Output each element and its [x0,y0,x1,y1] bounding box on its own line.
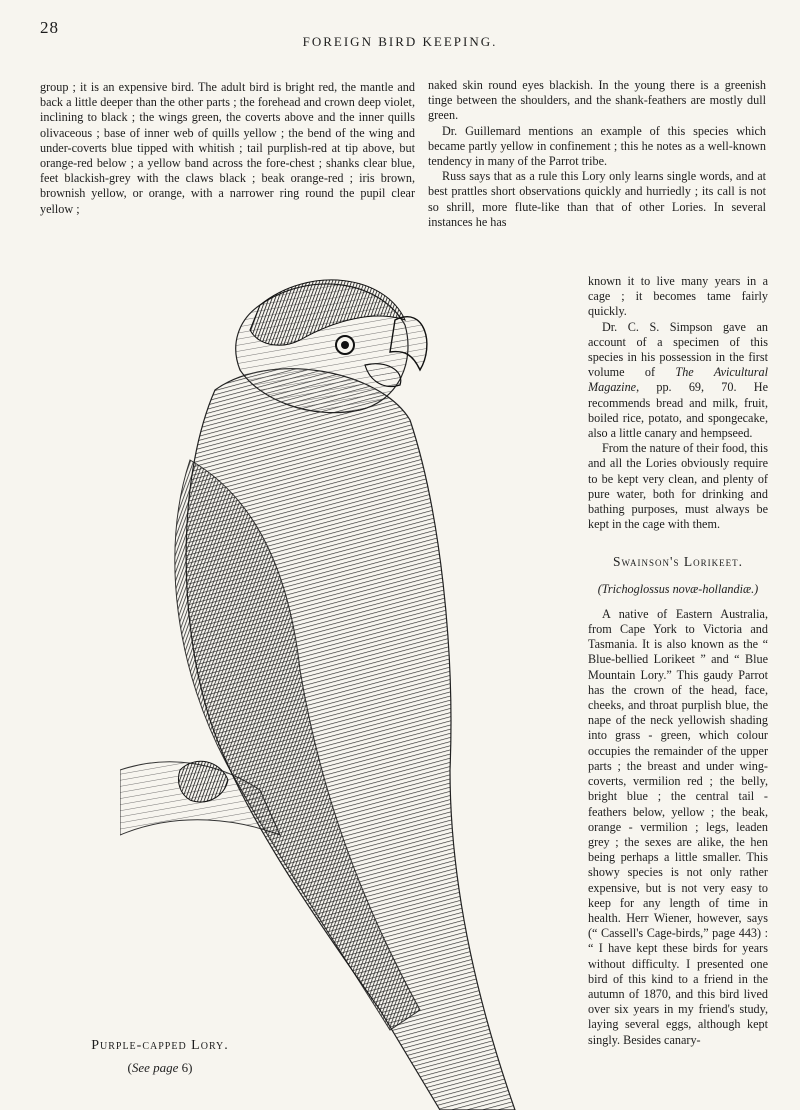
parrot-illustration [120,250,590,1110]
right-paragraph-5: From the nature of their food, this and all the Lories obviously require to be kept very clean, and plenty of pure water, both for drinking and bathing purposes, must always be kept in the cage with them. [588,441,768,532]
running-title: FOREIGN BIRD KEEPING. [302,34,498,49]
caption-page-number: 6 [181,1060,189,1075]
right-paragraph-3-continued: known it to live many years in a cage ; it becomes tame fairly quickly. [588,274,768,319]
p4-text-b: , pp. 69, 70. He recommends bread and milk, fruit, boiled rice, potato, and spongecake, also a little canary and hempseed. [588,380,768,441]
right-paragraph-1: naked skin round eyes blackish. In the young there is a greenish tinge between the shoulders, and the shank-feathers are mostly dull green. [428,78,766,123]
right-paragraph-6: A native of Eastern Australia, from Cape York to Victoria and Tasmania. It is also known as the “ Blue-bellied Lorikeet ” and “ Blue Mountain Lory.” This gaudy Parrot has the crown of the head, face, cheeks, and throat purplish blue, the nape of the neck yellowish shading into grass - green, which colour occupies the remainder of the upper parts ; the breast and under wing-coverts, vermilion red ; the belly, bright blue ; the central tail - feathers below, yellow ; the beak, orange - vermilion ; legs, leaden grey ; the sexes are alike, the hen being perhaps a little smaller. This showy species is not only rather expensive, but is not very easy to keep for any length of time in health. Herr Wiener, however, says (“ Cassell's Cage-birds,” page 443) : “ I have kept these birds for years without difficulty. I presented one bird of this kind to a friend in the autumn of 1870, and this bird lived over six years in my friend's study, laying several eggs, although kept singly. Besides canary- [588,606,768,1047]
right-paragraph-4 [588,320,768,442]
section-heading: Swainson's Lorikeet. [613,554,743,570]
magazine-title: The Avicultural Magazine [588,365,768,395]
p4-text-a: Dr. C. S. Simpson gave an account of a specimen of this species in his possession in the first volume of [588,319,768,380]
caption-page-reference: (See page 6) [127,1060,193,1075]
caption-see: See page [131,1060,179,1075]
page-number: 28 [40,18,59,37]
left-column [40,80,415,217]
right-column-narrow [588,274,768,1048]
left-paragraph: group ; it is an expensive bird. The adult bird is bright red, the mantle and back a little deeper than the other parts ; the forehead and crown deep violet, inclining to black ; the wings green, the coverts above and the inner quills olivaceous ; base of inner web of quills yellow ; the bend of the wing and under-coverts blue tipped with whitish ; tail purplish-red at tip above, but orange-red below ; a yellow band across the fore-chest ; shanks clear blue, feet blackish-grey with the claws black ; beak orange-red ; iris brown, brownish yellow, or orange, with a narrower ring round the pupil clear yellow ; [40,80,415,216]
latin-name: (Trichoglossus novæ-hollandiæ.) [597,581,759,596]
illustration-caption: Purple-capped Lory. [91,1038,229,1053]
right-paragraph-2: Dr. Guillemard mentions an example of this species which became partly yellow in confinement ; this he notes as a well-known tendency in many of the Parrot tribe. [428,123,766,169]
bird-pupil-shape [341,341,349,349]
right-paragraph-3: Russ says that as a rule this Lory only learns single words, and at best prattles short observations quickly and hurriedly ; its call is not so shrill, more flute-like than that of other Lories. In several instances he has [428,169,766,229]
right-column-top [428,78,766,230]
